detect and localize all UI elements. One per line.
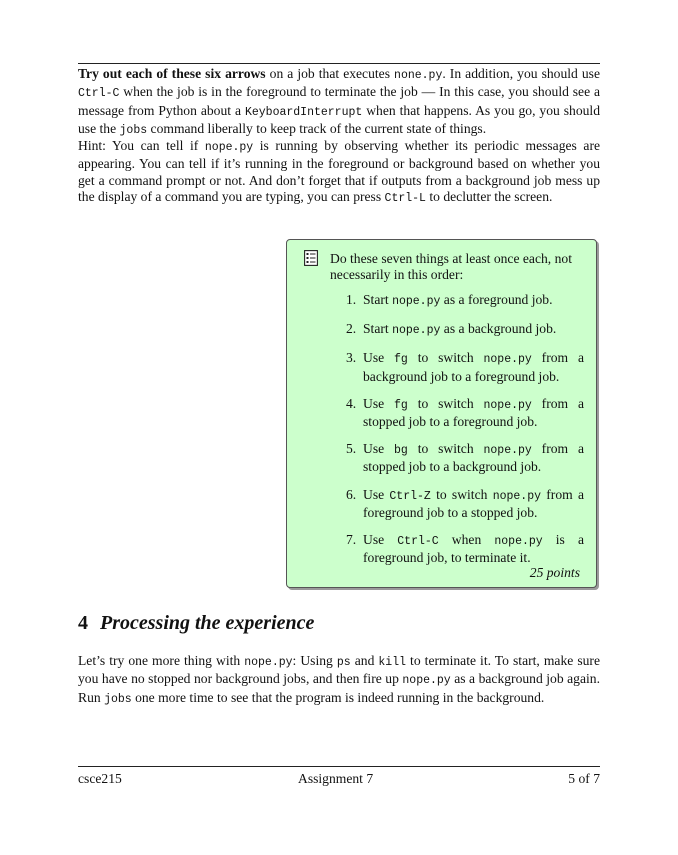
footer-course: csce215 <box>78 771 122 786</box>
task-box <box>286 239 597 588</box>
task-list <box>330 292 584 577</box>
task-item: 1. Start nope.py as a foreground job. <box>346 292 553 308</box>
checklist-icon <box>304 250 318 266</box>
footer-rule <box>78 766 600 767</box>
task-item: 4. Use fg to switch nope.py from a stopped job to a foreground job. <box>346 395 584 430</box>
top-rule <box>78 63 600 64</box>
bold-lead: Try out each of these six arrows <box>78 66 266 81</box>
section-heading <box>78 612 314 635</box>
code-jobs: jobs <box>119 124 148 138</box>
footer-assignment: Assignment 7 <box>298 771 374 786</box>
code-none-py: none.py <box>394 69 443 82</box>
footer-page-number: 5 of 7 <box>568 771 600 786</box>
points-label: 25 points <box>529 565 580 580</box>
section-number: 4 <box>78 612 88 634</box>
hint-paragraph: Hint: You can tell if nope.py is running by observing whether its periodic messages are appearing. You can tell if it’s running in the foreground or background based on whether you get a command prompt or not. And don’t forget that if outputs from a background job mess up the display of a command you are typing, you can press Ctrl-L to declutter the screen. <box>78 138 601 206</box>
task-item: 5. Use bg to switch nope.py from a stopped job to a background job. <box>346 441 584 475</box>
code-ctrl-c: Ctrl-C <box>78 87 120 101</box>
task-item: 6. Use Ctrl-Z to switch nope.py from a foreground job to a stopped job. <box>346 486 584 520</box>
code-keyboardinterrupt: KeyboardInterrupt <box>244 105 363 119</box>
code-nope-py: nope.py <box>204 141 254 154</box>
code-ctrl-l: Ctrl-L <box>384 192 426 206</box>
instructions-paragraph: Try out each of these six arrows on a job that executes none.py. In addition, you should use Ctrl-C when the job is in the foreground to terminate the job — In this case, you should see a message from Python about a KeyboardInterrupt when that happens. As you go, you should use the jobs command liberally to keep track of the current state of things. <box>78 66 601 138</box>
task-item: 7. Use Ctrl-C when nope.py is a foreground job, to terminate it. <box>346 532 584 566</box>
task-item: 3. Use fg to switch nope.py from a background job to a foreground job. <box>346 350 584 384</box>
task-intro: Do these seven things at least once each, not necessarily in this order: <box>330 251 572 283</box>
task-item: 2. Start nope.py as a background job. <box>346 321 557 338</box>
section-title: Processing the experience <box>100 612 315 634</box>
section-paragraph: Let’s try one more thing with nope.py: Using ps and kill to terminate it. To start, make sure you have no stopped nor background jobs, and then fire up nope.py as a background job again. Run jobs one more time to see that the program is indeed running in the background. <box>78 653 600 706</box>
